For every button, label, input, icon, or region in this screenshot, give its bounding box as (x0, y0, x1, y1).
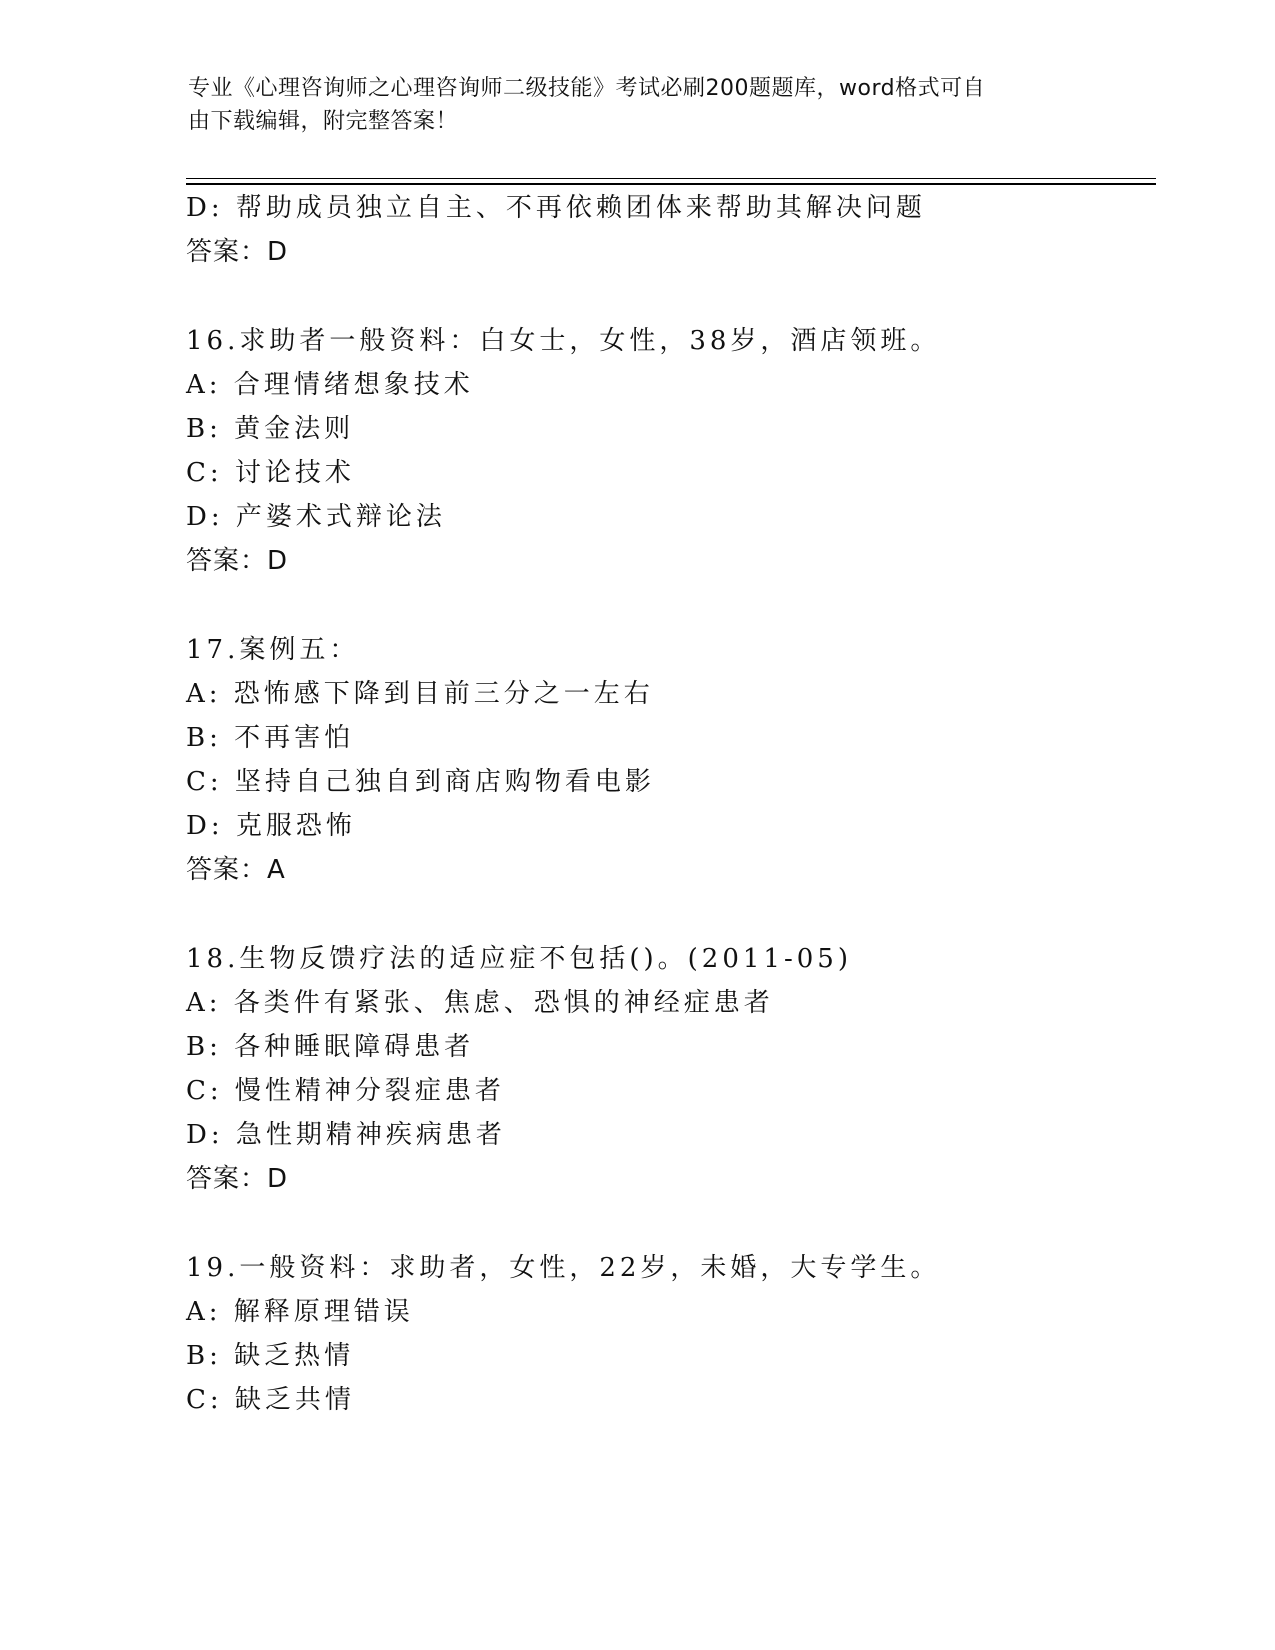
option-line: B: 黄金法则 (186, 414, 355, 444)
option-line: A: 解释原理错误 (186, 1297, 414, 1327)
header-line-2: 由下载编辑，附完整答案！ (188, 109, 459, 134)
option-line: D: 帮助成员独立自主、不再依赖团体来帮助其解决问题 (186, 193, 926, 223)
document-header (188, 72, 1088, 138)
option-line: C: 坚持自己独自到商店购物看电影 (186, 767, 655, 797)
option-line: C: 慢性精神分裂症患者 (186, 1076, 505, 1106)
question-16: 16.求助者一般资料：白女士，女性，38岁，酒店领班。 (186, 326, 941, 356)
option-line: A: 恐怖感下降到目前三分之一左右 (186, 679, 654, 709)
answer-line: 答案：D (186, 237, 289, 267)
answer-line: 答案：D (186, 1164, 289, 1194)
question-17: 17.案例五： (186, 635, 360, 665)
option-line: A: 各类件有紧张、焦虑、恐惧的神经症患者 (186, 988, 774, 1018)
question-19: 19.一般资料：求助者，女性，22岁，未婚，大专学生。 (186, 1253, 941, 1283)
option-line: D: 产婆术式辩论法 (186, 502, 446, 532)
question-18: 18.生物反馈疗法的适应症不包括()。(2011-05) (186, 944, 852, 974)
option-line: B: 缺乏热情 (186, 1341, 355, 1371)
option-line: D: 克服恐怖 (186, 811, 356, 841)
header-line-1: 专业《心理咨询师之心理咨询师二级技能》考试必刷200题题库，word格式可自 (188, 76, 986, 101)
option-line: D: 急性期精神疾病患者 (186, 1120, 506, 1150)
option-line: C: 讨论技术 (186, 458, 355, 488)
option-line: B: 各种睡眠障碍患者 (186, 1032, 475, 1062)
answer-line: 答案：D (186, 546, 289, 576)
header-divider-thin (186, 178, 1156, 179)
answer-line: 答案：A (186, 855, 286, 885)
header-divider-thick (186, 183, 1156, 185)
option-line: C: 缺乏共情 (186, 1385, 355, 1415)
option-line: A: 合理情绪想象技术 (186, 370, 474, 400)
option-line: B: 不再害怕 (186, 723, 355, 753)
